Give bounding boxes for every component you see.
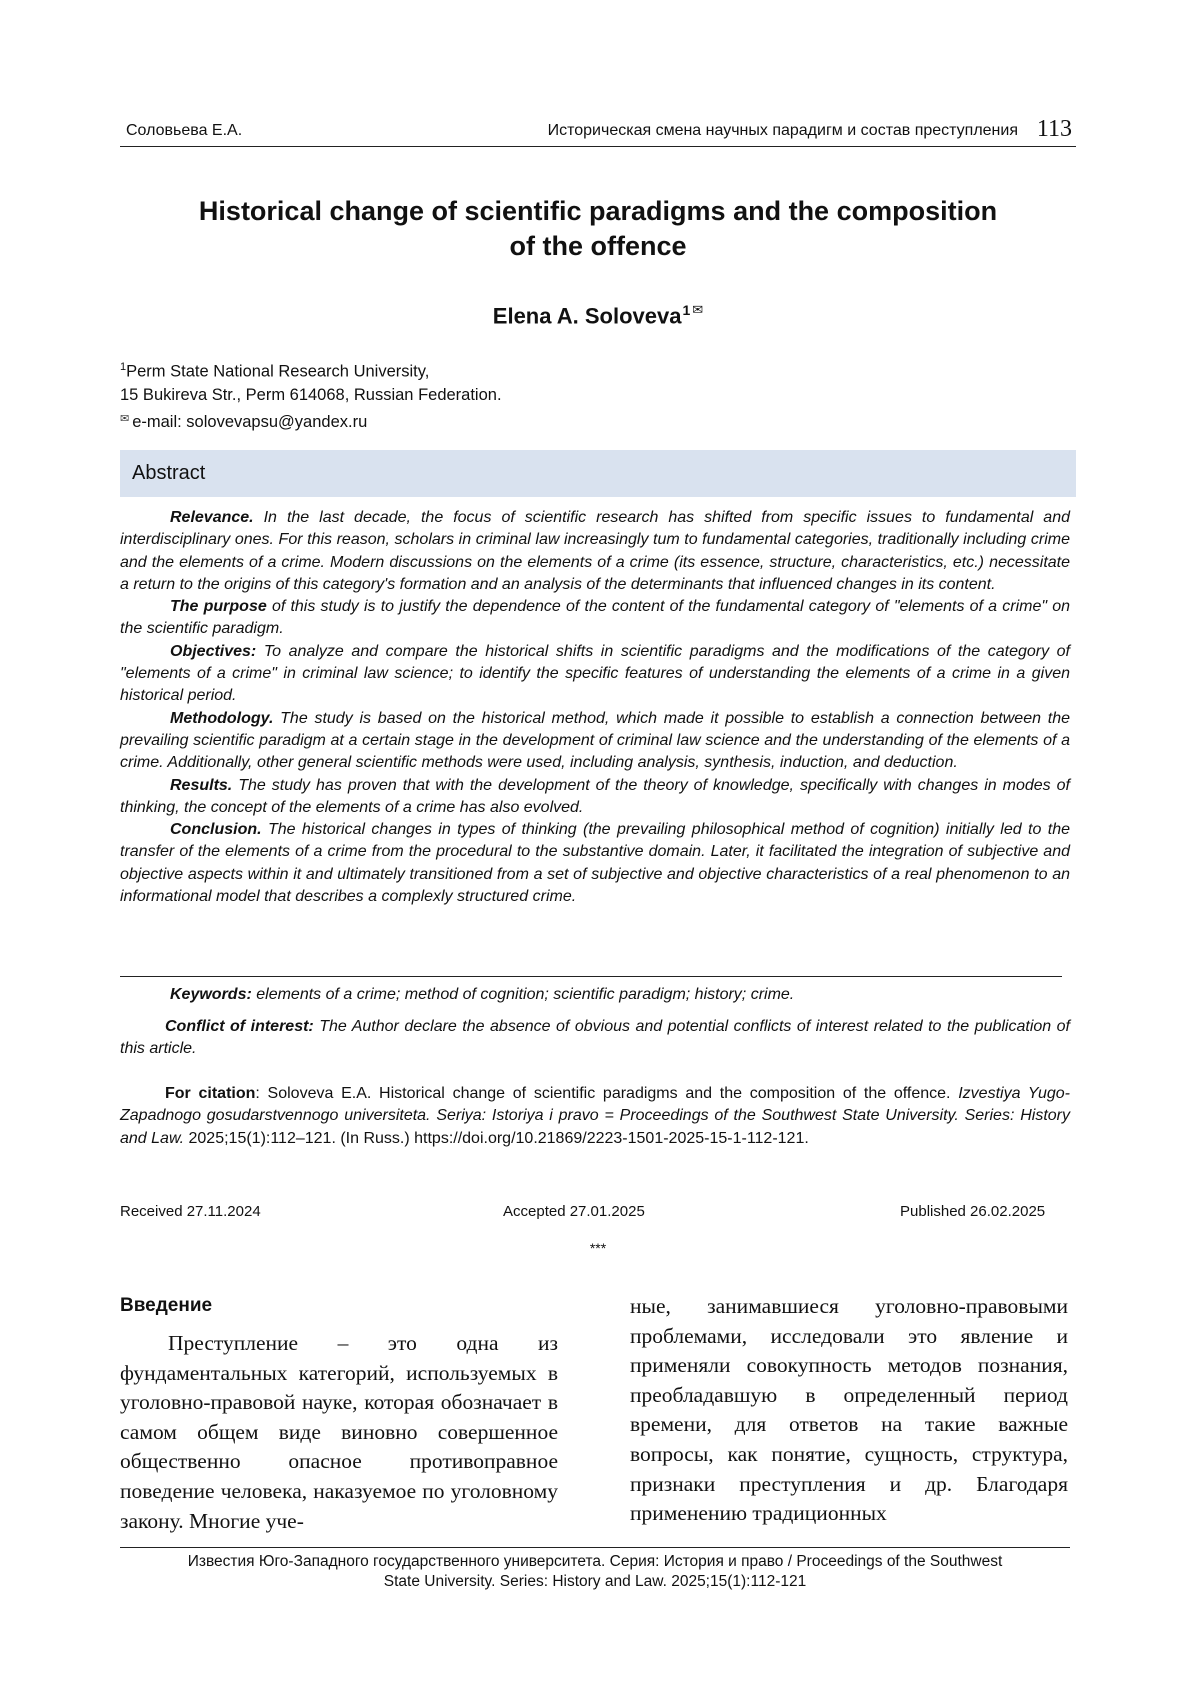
abstract-heading: Abstract: [132, 462, 206, 484]
abstract-relevance: [120, 507, 1070, 596]
citation-journal: Izvestiya Yugo-Zapadnogo gosudarstvennogo universiteta. Seriya: Istoriya i pravo = Proceedings of the Southwest State University. Series: History and Law.: [120, 1085, 1071, 1147]
published-date: Published 26.02.2025: [900, 1203, 1046, 1220]
relevance-label: Relevance.: [170, 509, 254, 526]
keywords: [120, 984, 1070, 1006]
running-head-title: Историческая смена научных парадигм и состав преступления: [547, 122, 1018, 139]
abstract-conclusion: [120, 819, 1070, 908]
citation: [120, 1083, 1070, 1150]
affiliation-line2: 15 Bukireva Str., Perm 614068, Russian Federation.: [120, 385, 502, 404]
page-footer: [120, 1552, 1070, 1592]
author-name-text: Elena A. Soloveva: [492, 303, 682, 329]
envelope-icon: ✉: [692, 302, 704, 318]
purpose-text: of this study is to justify the dependence of the content of the fundamental category of "elements of a crime" on the scientific paradigm.: [120, 598, 1070, 638]
conflict-label: Conflict of interest:: [165, 1018, 314, 1035]
envelope-icon: ✉: [120, 413, 130, 425]
citation-text2[interactable]: 2025;15(1):112–121. (In Russ.) https://doi.org/10.21869/2223-1501-2025-15-1-112-121.: [184, 1129, 809, 1147]
abstract-objectives: [120, 641, 1070, 708]
relevance-text: In the last decade, the focus of scientific research has shifted from specific issues to fundamental and interdisciplinary ones. For this reason, scholars in criminal law increasingly tum to fundamental categories, traditionally including crime and the elements of a crime. Modern discussions on the elements of a crime (its essence, structure, characteristics, etc.) necessitate a return to the origins of this category's formation and an analysis of the determinants that influenced changes in its content.: [120, 509, 1071, 593]
conflict-of-interest: [120, 1016, 1070, 1061]
conflict-text: The Author declare the absence of obvious and potential conflicts of interest related to the publication of this article.: [120, 1018, 1071, 1058]
running-head: [120, 116, 1076, 147]
abstract-heading-bar: [120, 450, 1076, 497]
affiliation: [120, 356, 502, 407]
conclusion-text: The historical changes in types of thinking (the prevailing philosophical method of cognition) initially led to the transfer of the elements of a crime from the procedural to the substantive domain. Later, it facilitated the integration of subjective and objective aspects within it and ultimately transitioned from a set of subjective and objective characteristics of a real phenomenon to an informational model that describes a complexly structured crime.: [120, 821, 1071, 906]
methodology-label: Methodology.: [170, 709, 274, 727]
keywords-label: Keywords:: [170, 986, 252, 1003]
article-title-line2: of the offence: [509, 231, 687, 261]
results-label: Results.: [170, 776, 233, 794]
affiliation-sup: 1: [120, 361, 127, 373]
introduction-heading: Введение: [120, 1295, 213, 1316]
author-affiliation-sup: 1: [682, 302, 691, 318]
footer-line1: Известия Юго-Западного государственного университета. Серия: История и право / Proceedings of the Southwest: [187, 1553, 1003, 1570]
intro-left-column: Преступление – это одна из фундаментальных категорий, используемых в уголовно-правовой науке, которая обозначает в самом общем виде виновно совершенное общественно опасное противоправное поведение человека, наказуемое по уголовному закону. Многие уче-: [120, 1331, 558, 1533]
keywords-text: elements of a crime; method of cognition; scientific paradigm; history; crime.: [256, 986, 795, 1003]
abstract-methodology: [120, 708, 1070, 775]
running-head-author: Соловьева Е.А.: [126, 122, 243, 139]
article-title-line1: Historical change of scientific paradigms and the composition: [198, 196, 998, 226]
abstract-purpose: [120, 596, 1070, 641]
citation-label: For citation: [165, 1085, 256, 1102]
accepted-date: Accepted 27.01.2025: [503, 1203, 645, 1220]
intro-right-column: ные, занимавшиеся уголовно-правовыми проблемами, исследовали это явление и применяли совокупность методов познания, преобладавшую в определенный период времени, для ответов на такие важные вопросы, как понятие, сущность, структура, признаки преступления и др. Благодаря применению традиционных: [630, 1294, 1068, 1526]
email-line: [120, 412, 367, 432]
email-text[interactable]: e-mail: solovevapsu@yandex.ru: [132, 413, 368, 431]
page-number: 113: [1036, 116, 1072, 142]
author-name: [120, 302, 1076, 329]
objectives-text: To analyze and compare the historical shifts in scientific paradigms and the modifications of the category of "elements of a crime" in criminal law science; to identify the specific features of understanding the elements of a crime in a given historical period.: [120, 642, 1070, 705]
affiliation-line1: Perm State National Research University,: [126, 362, 430, 381]
footer-divider: [120, 1547, 1070, 1548]
objectives-label: Objectives:: [170, 642, 257, 660]
methodology-text: The study is based on the historical method, which made it possible to establish a connection between the prevailing scientific paradigm at a certain stage in the development of criminal law science and the understanding of the elements of a crime. Additionally, other general scientific methods were used, including analysis, synthesis, induction, and deduction.: [120, 709, 1070, 772]
footer-line2: State University. Series: History and Law. 2025;15(1):112-121: [383, 1573, 807, 1590]
abstract-body: [120, 507, 1070, 908]
abstract-divider: [120, 976, 1062, 977]
conclusion-label: Conclusion.: [170, 821, 262, 839]
purpose-label: The purpose: [170, 598, 267, 616]
section-separator: ***: [589, 1240, 607, 1256]
received-date: Received 27.11.2024: [120, 1203, 261, 1220]
citation-text1: : Soloveva E.A. Historical change of scientific paradigms and the composition of the offence.: [255, 1085, 959, 1102]
results-text: The study has proven that with the development of the theory of knowledge, specifically with changes in modes of thinking, the concept of the elements of a crime has also evolved.: [120, 776, 1071, 816]
abstract-results: [120, 775, 1070, 820]
article-title: [120, 194, 1076, 264]
